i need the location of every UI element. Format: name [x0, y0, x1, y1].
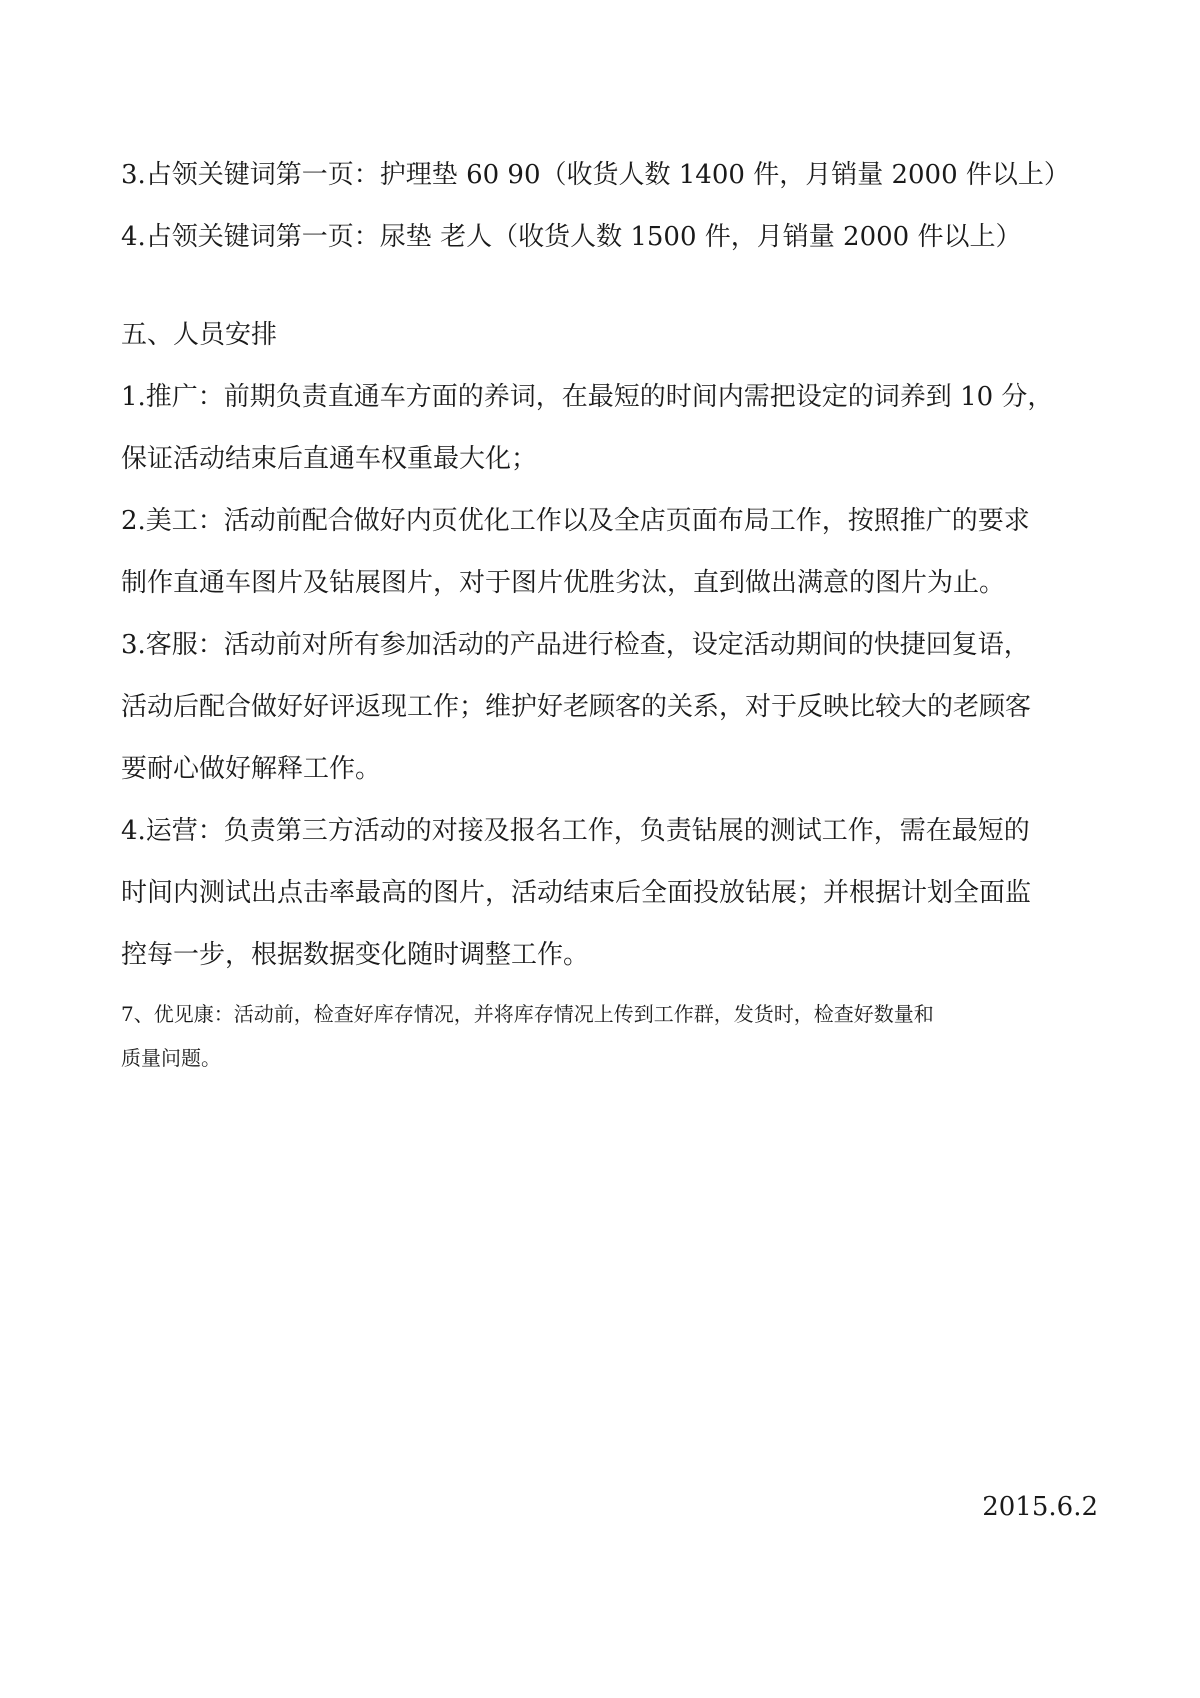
staff-item-yjk-line2: 质量问题。: [121, 1046, 221, 1070]
keyword-item-4: 4.占领关键词第一页：尿垫 老人（收货人数 1500 件，月销量 2000 件以上）: [121, 222, 1022, 252]
staff-item-operations-line2: 时间内测试出点击率最高的图片，活动结束后全面投放钻展；并根据计划全面监: [121, 878, 1032, 908]
staff-item-design-line2: 制作直通车图片及钻展图片，对于图片优胜劣汰，直到做出满意的图片为止。: [121, 568, 1006, 598]
staff-item-service-line3: 要耐心做好解释工作。: [121, 754, 382, 784]
staff-item-yjk-line1: 7、优见康：活动前，检查好库存情况，并将库存情况上传到工作群，发货时，检查好数量和: [121, 1002, 934, 1026]
staff-item-service-line1: 3.客服：活动前对所有参加活动的产品进行检查，设定活动期间的快捷回复语，: [121, 630, 1030, 660]
document-date: 2015.6.2: [982, 1492, 1098, 1522]
staff-item-promotion-line1: 1.推广：前期负责直通车方面的养词，在最短的时间内需把设定的词养到 10 分，: [121, 382, 1054, 412]
staff-item-operations-line1: 4.运营：负责第三方活动的对接及报名工作，负责钻展的测试工作，需在最短的: [121, 816, 1030, 846]
staff-item-operations-line3: 控每一步，根据数据变化随时调整工作。: [121, 940, 590, 970]
section-heading-staffing: 五、人员安排: [121, 320, 278, 350]
staff-item-service-line2: 活动后配合做好好评返现工作；维护好老顾客的关系，对于反映比较大的老顾客: [121, 692, 1032, 722]
staff-item-design-line1: 2.美工：活动前配合做好内页优化工作以及全店页面布局工作，按照推广的要求: [121, 506, 1030, 536]
keyword-item-3: 3.占领关键词第一页：护理垫 60 90（收货人数 1400 件，月销量 2000 件以上）: [121, 160, 1070, 190]
staff-item-promotion-line2: 保证活动结束后直通车权重最大化；: [121, 444, 538, 474]
